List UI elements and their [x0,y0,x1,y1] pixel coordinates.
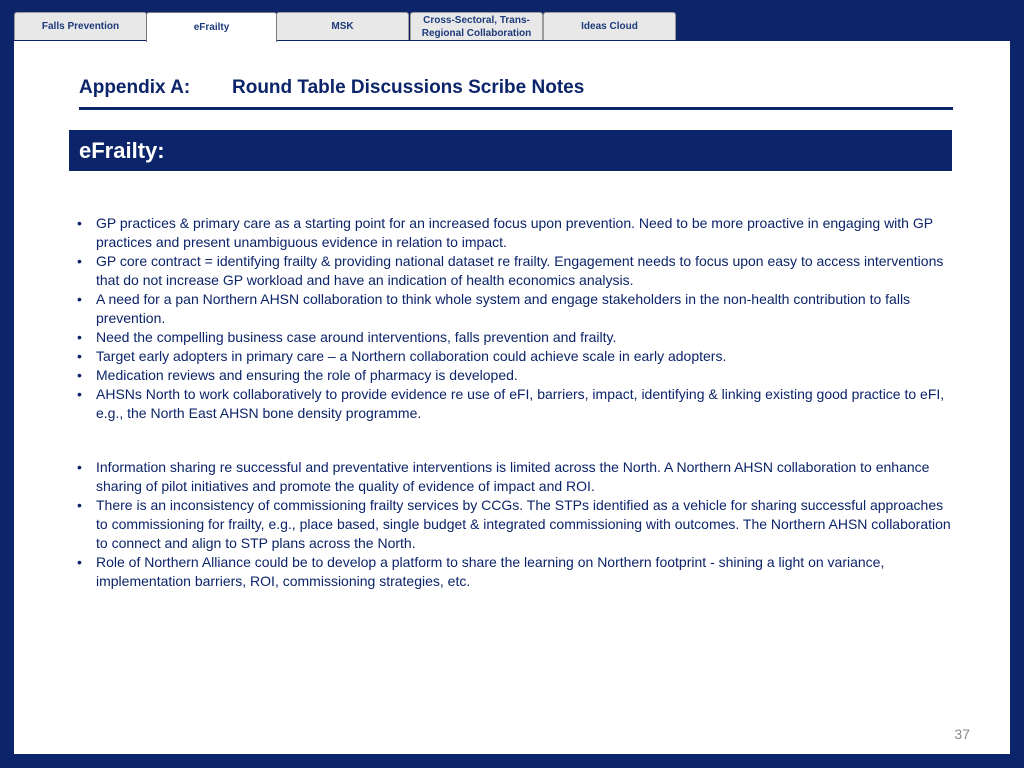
page-number: 37 [954,726,970,742]
slide-page [14,41,1010,754]
list-item: • GP core contract = identifying frailty & providing national dataset re frailty. Engagement needs to focus upon easy to access interventions that do not increase GP workload and have an indication of health economics analysis. [76,252,956,290]
tab-bar [14,12,694,42]
page-heading [79,77,953,110]
list-item: • GP practices & primary care as a starting point for an increased focus upon prevention. Need to be more proactive in engaging with GP practices and present unambiguous evidence in relation to impact. [76,214,956,252]
page-title: Round Table Discussions Scribe Notes [232,77,585,98]
tab-ideas-cloud[interactable]: Ideas Cloud [543,12,676,40]
tab-falls-prevention[interactable]: Falls Prevention [14,12,147,40]
tab-efrailty[interactable]: eFrailty [146,12,277,42]
list-item: • Role of Northern Alliance could be to develop a platform to share the learning on Northern footprint - shining a light on variance, implementation barriers, ROI, commissioning strategies, etc. [76,553,956,591]
notes-list-1 [76,214,956,423]
list-item: • AHSNs North to work collaboratively to provide evidence re use of eFI, barriers, impact, identifying & linking existing good practice to eFI, e.g., the North East AHSN bone density programme. [76,385,956,423]
list-item: • Medication reviews and ensuring the role of pharmacy is developed. [76,366,956,385]
list-item: • Target early adopters in primary care – a Northern collaboration could achieve scale in early adopters. [76,347,956,366]
list-item: • Need the compelling business case around interventions, falls prevention and frailty. [76,328,956,347]
appendix-label: Appendix A: [79,77,191,98]
list-item: • There is an inconsistency of commissioning frailty services by CCGs. The STPs identified as a vehicle for sharing successful approaches to commissioning for frailty, e.g., place based, single budget & integrated commissioning with outcomes. The Northern AHSN collaboration to connect and align to STP plans across the North. [76,496,956,553]
tab-msk[interactable]: MSK [276,12,409,40]
list-item: • Information sharing re successful and preventative interventions is limited across the North. A Northern AHSN collaboration to enhance sharing of pilot initiatives and promote the quality of evidence of impact and ROI. [76,458,956,496]
list-item: • A need for a pan Northern AHSN collaboration to think whole system and engage stakeholders in the non-health contribution to falls prevention. [76,290,956,328]
notes-list-2 [76,458,956,591]
section-title: eFrailty: [79,137,165,163]
tab-cross-sectoral[interactable]: Cross-Sectoral, Trans- Regional Collaboration [410,12,543,40]
section-banner [69,130,952,171]
